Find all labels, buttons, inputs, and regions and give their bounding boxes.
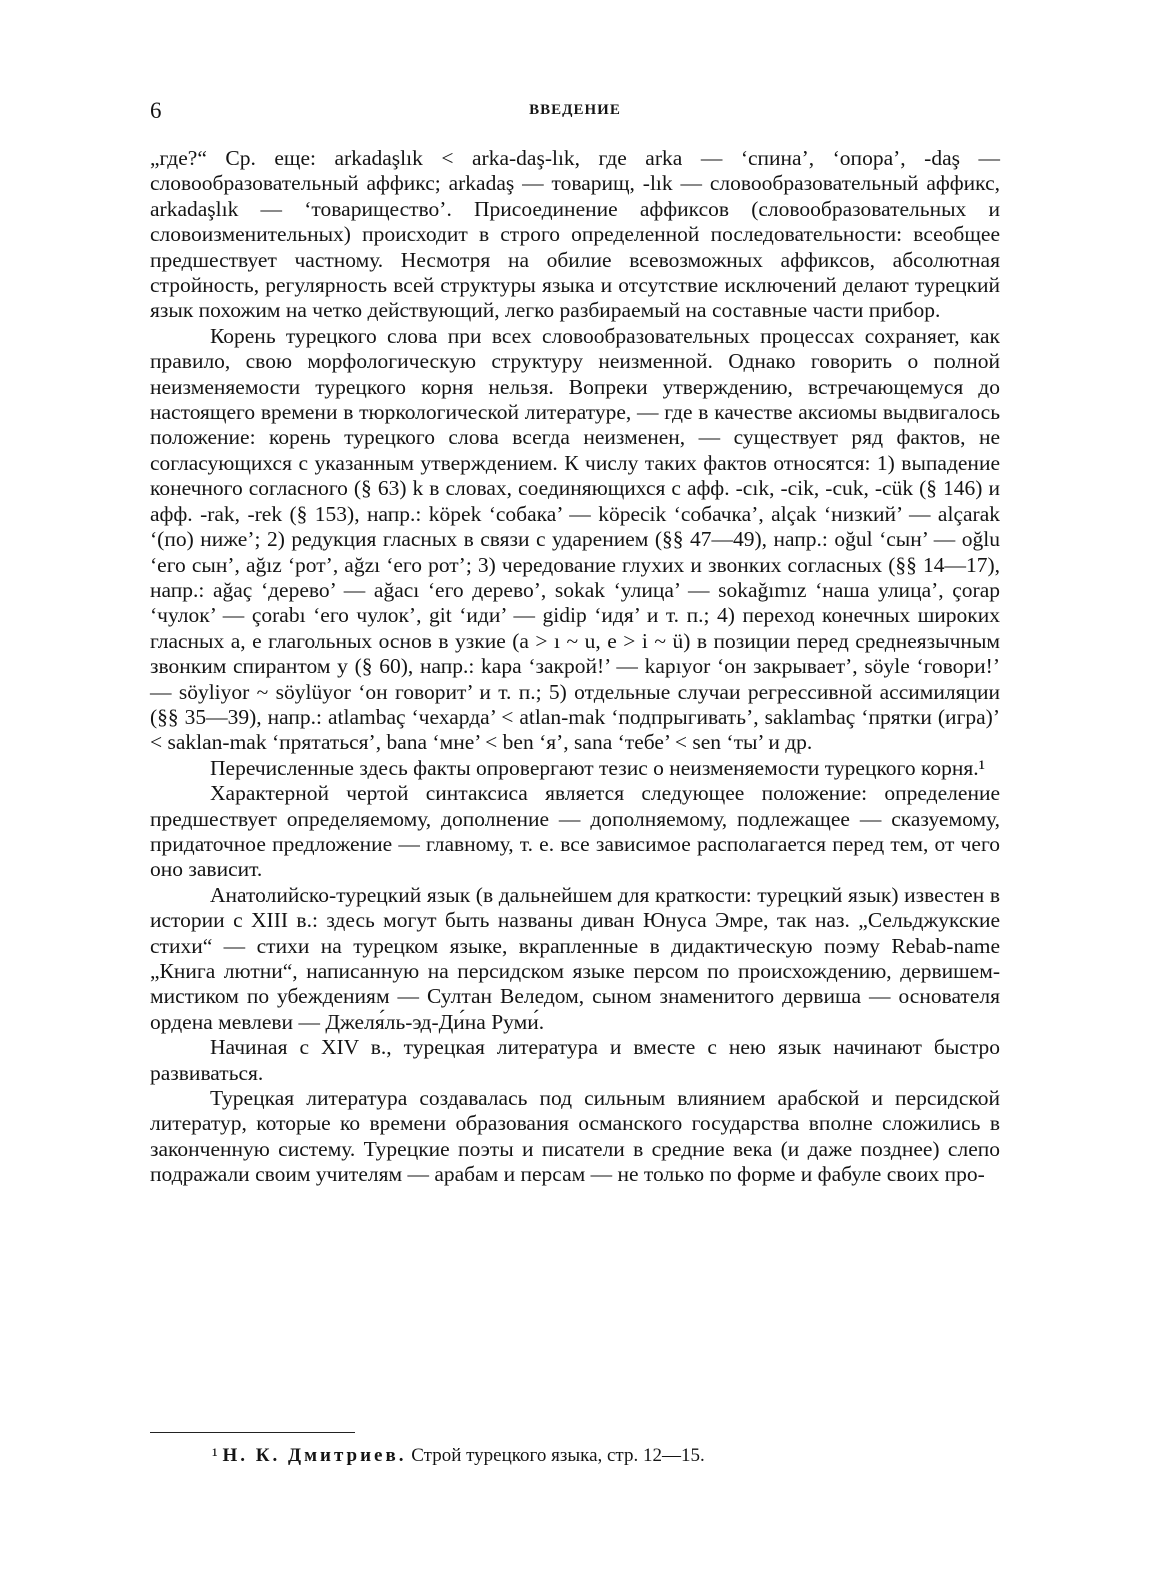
- footnote-text: Строй турецкого языка, стр. 12—15.: [411, 1445, 705, 1466]
- page-number: 6: [150, 98, 162, 123]
- footnote-marker: ¹: [212, 1445, 218, 1466]
- page-header: [150, 98, 1000, 128]
- paragraph-1: „где?“ Ср. еще: arkadaşlık < arka-daş-lık, где arka — ‘спина’, ‘опора’, -daş — словообразовательный аффикс; arkadaş — товарищ, -lık — словообразовательный аффикс, arkadaşlık — ‘товарищество’. Присоединение аффиксов (словообразовательных и словоизменительных) происходит в строго определенной последовательности: всеобщее предшествует частному. Несмотря на обилие всевозможных аффиксов, абсолютная стройность, регулярность всей структуры языка и отсутствие исключений делают турецкий язык похожим на четко действующий, легко разбираемый на составные части прибор.: [150, 146, 1000, 323]
- paragraph-3: Перечисленные здесь факты опровергают тезис о неизменяемости турецкого корня.¹: [210, 755, 986, 780]
- body-text: [150, 146, 1000, 1188]
- paragraph-5: Анатолийско-турецкий язык (в дальнейшем для краткости: турецкий язык) известен в истории с XIII в.: здесь могут быть названы диван Юнуса Эмре, так наз. „Сельджукские стихи“ — стихи на турецком языке, вкрапленные в дидактическую поэму Rebab-name „Книга лютни“, написанную на персидском языке персом по происхождению, дервишем-мистиком по убеждениям — Султан Веледом, сыном знаменитого дервиша — основателя ордена мевлеви — Джеля́ль-эд-Ди́на Руми́.: [150, 882, 1000, 1034]
- footnote: [212, 1444, 992, 1468]
- paragraph-4: Характерной чертой синтаксиса является следующее положение: определение предшествует определяемому, дополнение — дополняемому, подлежащее — сказуемому, придаточное предложение — главному, т. е. все зависимое располагается перед тем, от чего оно зависит.: [150, 781, 1000, 882]
- footnote-author: Н. К. Дмитриев.: [222, 1445, 407, 1466]
- paragraph-6: Начиная с XIV в., турецкая литература и вместе с нею язык начинают быстро развиваться.: [150, 1035, 1000, 1085]
- footnote-divider: [150, 1432, 355, 1433]
- paragraph-7: Турецкая литература создавалась под сильным влиянием арабской и персидской литератур, которые ко времени образования османского государства вполне сложились в законченную систему. Турецкие поэты и писатели в средние века (и даже позднее) слепо подражали своим учителям — арабам и персам — не только по форме и фабуле своих про-: [150, 1086, 1000, 1187]
- paragraph-2: Корень турецкого слова при всех словообразовательных процессах сохраняет, как правило, свою морфологическую структуру неизменной. Однако говорить о полной неизменяемости турецкого корня нельзя. Вопреки утверждению, встречающемуся до настоящего времени в тюркологической литературе, — где в качестве аксиомы выдвигалось положение: корень турецкого слова всегда неизменен, — существует ряд фактов, не согласующихся с указанным утверждением. К числу таких фактов относятся: 1) выпадение конечного согласного (§ 63) k в словах, соединяющихся с афф. -cık, -cik, -cuk, -cük (§ 146) и афф. -rak, -rek (§ 153), напр.: köpek ‘собака’ — köpecik ‘собачка’, alçak ‘низкий’ — alçarak ‘(по) ниже’; 2) редукция гласных в связи с ударением (§§ 47—49), напр.: oğul ‘сын’ — oğlu ‘его сын’, ağız ‘рот’, ağzı ‘его рот’; 3) чередование глухих и звонких согласных (§§ 14—17), напр.: ağaç ‘дерево’ — ağacı ‘его дерево’, sokak ‘улица’ — sokağımız ‘наша улица’, çorap ‘чулок’ — çorabı ‘его чулок’, git ‘иди’ — gidip ‘идя’ и т. п.; 4) переход конечных широких гласных a, e глагольных основ в узкие (a > ı ~ u, e > i ~ ü) в позиции перед среднеязычным звонким спирантом y (§ 60), напр.: kapa ‘закрой!’ — kapıyor ‘он закрывает’, söyle ‘говори!’ — söyliyor ~ söylüyor ‘он говорит’ и т. п.; 5) отдельные случаи регрессивной ассимиляции (§§ 35—39), напр.: atlambaç ‘чехарда’ < atlan-mak ‘подпрыгивать’, saklambaç ‘прятки (игра)’ < saklan-mak ‘прятаться’, bana ‘мне’ < ben ‘я’, sana ‘тебе’ < sen ‘ты’ и др.: [150, 323, 1000, 755]
- running-head: ВВЕДЕНИЕ: [529, 102, 621, 118]
